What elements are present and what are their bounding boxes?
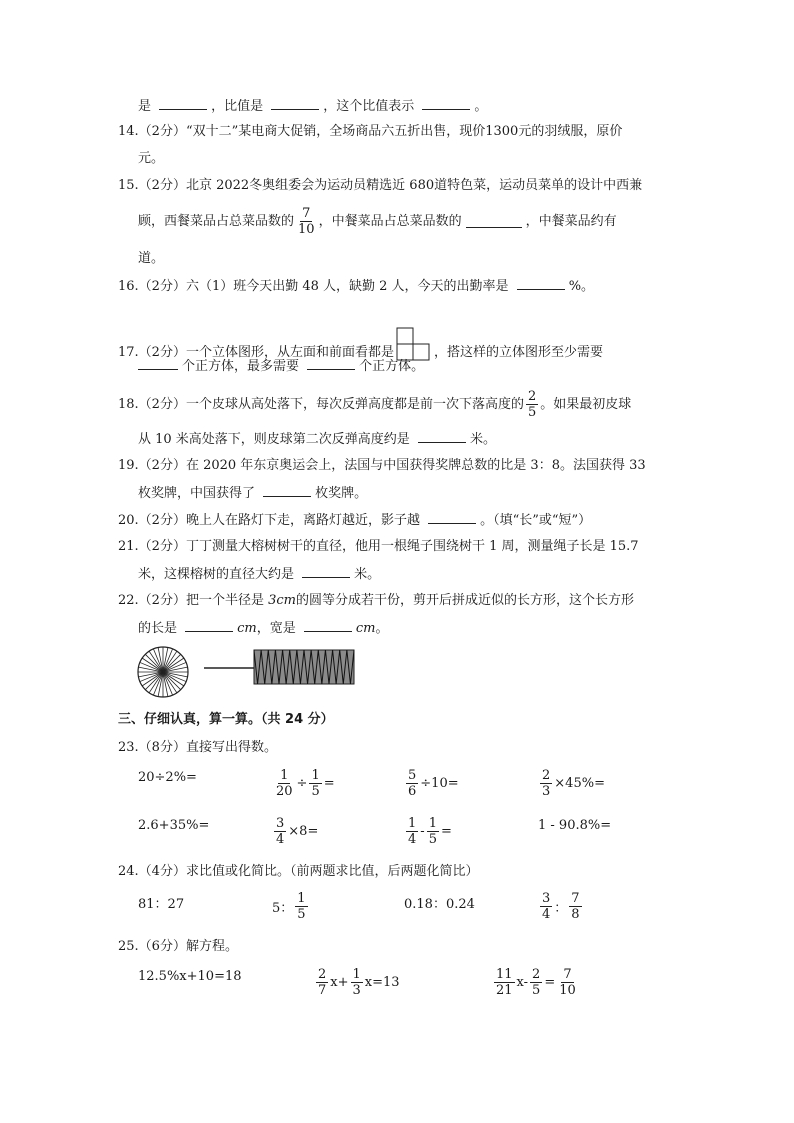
q20-text-a: 20.（2分）晚上人在路灯下走，离路灯越近，影子越 bbox=[118, 513, 425, 528]
fraction-denominator: 10 bbox=[559, 983, 576, 998]
calc-item bbox=[272, 816, 318, 847]
equals: = bbox=[544, 975, 556, 990]
q19-line1: 19.（2分）在 2020 年东京奥运会上，法国与中国获得奖牌总数的比是 3：8。法国获得 33 bbox=[118, 458, 646, 473]
ratio-item: 81：27 bbox=[138, 897, 185, 912]
answer-blank[interactable] bbox=[418, 430, 466, 443]
fraction-numerator: 2 bbox=[532, 967, 541, 982]
fraction bbox=[274, 816, 286, 847]
fraction-denominator: 10 bbox=[298, 222, 315, 237]
calc-item bbox=[272, 768, 335, 799]
fraction bbox=[427, 816, 439, 847]
q22-text-b: 的圆等分成若干份，剪开后拼成近似的长方形，这个长方形 bbox=[295, 593, 634, 608]
operator: ÷ bbox=[296, 776, 308, 791]
q22-text-d: ，宽是 bbox=[256, 621, 300, 636]
fraction bbox=[295, 891, 307, 922]
section-heading: 三、仔细认真，算一算。（共 24 分） bbox=[118, 712, 334, 727]
q23-title: 23.（8分）直接写出得数。 bbox=[118, 740, 277, 755]
fraction bbox=[296, 206, 317, 237]
ratio-item bbox=[272, 891, 310, 922]
equals: = bbox=[440, 824, 452, 839]
fraction-numerator: 2 bbox=[542, 768, 551, 783]
fraction-numerator: 11 bbox=[496, 967, 513, 982]
q17-text-a: 17.（2分）一个立体图形，从左面和前面看都是 bbox=[118, 345, 394, 360]
ratio-separator: ： bbox=[554, 901, 568, 916]
calc-item: 2.6+35%= bbox=[138, 818, 210, 833]
fraction-numerator: 5 bbox=[408, 768, 417, 783]
fraction-denominator: 20 bbox=[276, 784, 293, 799]
calc-item bbox=[404, 768, 459, 799]
q17-text-b: ，搭这样的立体图形至少需要 bbox=[433, 345, 603, 360]
q19-text-b: 枚奖牌。 bbox=[315, 486, 368, 501]
q22-line2 bbox=[138, 619, 389, 638]
q18-text-a: 18.（2分）一个皮球从高处落下，每次反弹高度都是前一次下落高度的 bbox=[118, 396, 524, 412]
q22-text-e: 。 bbox=[375, 621, 389, 636]
answer-blank[interactable] bbox=[428, 511, 476, 524]
fraction-denominator: 5 bbox=[428, 832, 437, 847]
fraction-denominator: 5 bbox=[527, 405, 537, 420]
fraction bbox=[526, 389, 538, 420]
calc-rest: ÷10= bbox=[420, 776, 459, 791]
q18-line2 bbox=[138, 430, 496, 449]
fraction bbox=[530, 967, 542, 998]
fraction-denominator: 21 bbox=[496, 983, 513, 998]
q15-line1: 15.（2分）北京 2022冬奥组委会为运动员精选近 680道特色菜，运动员菜单的设计中西兼 bbox=[118, 178, 643, 193]
answer-blank[interactable] bbox=[422, 97, 470, 110]
q19-text-a: 枚奖牌，中国获得了 bbox=[138, 486, 260, 501]
answer-blank[interactable] bbox=[307, 357, 355, 370]
fraction-denominator: 5 bbox=[311, 784, 320, 799]
fraction-numerator: 1 bbox=[280, 768, 289, 783]
equation-item bbox=[314, 967, 400, 998]
calc-item bbox=[538, 768, 605, 799]
fraction bbox=[540, 768, 552, 799]
q21-line2 bbox=[138, 565, 380, 584]
fraction-numerator: 3 bbox=[276, 816, 285, 831]
circle-to-rectangle-figure bbox=[136, 644, 360, 700]
q13-text-c: ，这个比值表示 bbox=[323, 99, 419, 114]
equals: = bbox=[323, 776, 335, 791]
q18-text-c: 从 10 米高处落下，则皮球第二次反弹高度约是 bbox=[138, 432, 414, 447]
fraction-numerator: 1 bbox=[311, 768, 320, 783]
fraction bbox=[557, 967, 578, 998]
calc-rest: ×45%= bbox=[554, 776, 605, 791]
q15-line3: 道。 bbox=[138, 251, 165, 266]
q18-line1 bbox=[118, 389, 631, 420]
answer-blank[interactable] bbox=[271, 97, 319, 110]
fraction-numerator: 2 bbox=[318, 967, 327, 982]
q19-line2 bbox=[138, 484, 367, 503]
calc-item: 20÷2%= bbox=[138, 770, 197, 785]
fraction bbox=[494, 967, 515, 998]
fraction bbox=[316, 967, 328, 998]
calc-item bbox=[404, 816, 452, 847]
q25-title: 25.（6分）解方程。 bbox=[118, 939, 238, 954]
answer-blank[interactable] bbox=[263, 484, 311, 497]
equation-item: 12.5%x+10=18 bbox=[138, 969, 242, 984]
answer-blank[interactable] bbox=[302, 565, 350, 578]
answer-blank[interactable] bbox=[138, 357, 178, 370]
calc-rest: ×8= bbox=[288, 824, 319, 839]
equation-term: x- bbox=[516, 975, 529, 990]
divided-circle bbox=[138, 647, 188, 697]
fraction bbox=[274, 768, 295, 799]
fraction-denominator: 5 bbox=[532, 983, 541, 998]
fraction-denominator: 5 bbox=[297, 907, 306, 922]
fraction-denominator: 8 bbox=[571, 907, 580, 922]
q15-text-b: ，中餐菜品占总菜品数的 bbox=[318, 213, 462, 229]
q15-line2 bbox=[138, 206, 617, 237]
fraction-denominator: 7 bbox=[318, 983, 327, 998]
q20-line bbox=[118, 511, 591, 530]
q22-line1 bbox=[118, 592, 634, 610]
fraction bbox=[406, 816, 418, 847]
ratio-item: 0.18：0.24 bbox=[404, 897, 475, 912]
fraction bbox=[309, 768, 321, 799]
answer-blank[interactable] bbox=[466, 215, 522, 228]
q21-line1: 21.（2分）丁丁测量大榕树树干的直径，他用一根绳子围绕树干 1 周，测量绳子长是 15.7 bbox=[118, 539, 639, 554]
unit-cm: cm bbox=[355, 621, 376, 636]
q17-text-c: 个正方体，最多需要 bbox=[182, 359, 304, 374]
calc-item: 1 - 90.8%= bbox=[538, 818, 612, 833]
fraction bbox=[569, 891, 581, 922]
fraction-numerator: 3 bbox=[542, 891, 551, 906]
q13-text-a: 是 bbox=[138, 99, 156, 114]
q17-text-d: 个正方体。 bbox=[359, 359, 425, 374]
q18-text-b: 。如果最初皮球 bbox=[540, 396, 632, 412]
answer-blank[interactable] bbox=[517, 277, 565, 290]
q22-text-a: 22.（2分）把一个半径是 bbox=[118, 593, 269, 608]
fraction-numerator: 1 bbox=[408, 816, 417, 831]
fraction-numerator: 1 bbox=[352, 967, 361, 982]
q13-text-b: ，比值是 bbox=[211, 99, 268, 114]
q16-line bbox=[118, 277, 594, 296]
ratio-prefix: 5： bbox=[272, 901, 294, 916]
q18-text-d: 米。 bbox=[469, 432, 496, 447]
q16-text-a: 16.（2分）六（1）班今天出勤 48 人，缺勤 2 人，今天的出勤率是 bbox=[118, 279, 513, 294]
q13-text-d: 。 bbox=[474, 99, 488, 114]
equation-item bbox=[492, 967, 580, 998]
q13-continuation bbox=[138, 97, 487, 116]
fraction-denominator: 6 bbox=[408, 784, 417, 799]
fraction-numerator: 7 bbox=[571, 891, 580, 906]
answer-blank[interactable] bbox=[159, 97, 207, 110]
fraction-denominator: 3 bbox=[352, 983, 361, 998]
q21-text-a: 米，这棵榕树的直径大约是 bbox=[138, 567, 299, 582]
q14-line2: 元。 bbox=[138, 151, 165, 166]
q14-line1: 14.（2分）“双十二”某电商大促销，全场商品六五折出售，现价1300元的羽绒服，原价 bbox=[118, 124, 623, 139]
fraction-numerator: 1 bbox=[297, 891, 306, 906]
fraction bbox=[406, 768, 418, 799]
fraction-numerator: 1 bbox=[428, 816, 437, 831]
q22-text-c: 的长是 bbox=[138, 621, 182, 636]
ratio-item bbox=[538, 891, 584, 922]
approx-rectangle bbox=[254, 650, 354, 684]
q20-text-b: 。（填“长”或“短”） bbox=[480, 513, 592, 528]
fraction-numerator: 7 bbox=[563, 967, 572, 982]
answer-blank[interactable] bbox=[185, 619, 233, 632]
answer-blank[interactable] bbox=[304, 619, 352, 632]
fraction-denominator: 4 bbox=[542, 907, 551, 922]
q15-text-c: ，中餐菜品约有 bbox=[525, 213, 617, 229]
fraction-numerator: 7 bbox=[302, 206, 311, 221]
fraction-denominator: 4 bbox=[276, 832, 285, 847]
fraction bbox=[351, 967, 363, 998]
fraction-denominator: 3 bbox=[542, 784, 551, 799]
q24-title: 24.（4分）求比值或化简比。（前两题求比值，后两题化简比） bbox=[118, 864, 479, 879]
q17-line2 bbox=[138, 357, 424, 376]
q22-radius: 3cm bbox=[268, 593, 296, 608]
operator: - bbox=[420, 824, 425, 839]
q16-text-b: %。 bbox=[568, 279, 595, 294]
fraction-numerator: 2 bbox=[527, 389, 537, 404]
fraction-denominator: 4 bbox=[408, 832, 417, 847]
q21-text-b: 米。 bbox=[354, 567, 381, 582]
equation-term: x+ bbox=[330, 975, 349, 990]
unit-cm: cm bbox=[237, 621, 257, 636]
equation-term: x=13 bbox=[364, 975, 400, 990]
q15-text-a: 顾，西餐菜品占总菜品数的 bbox=[138, 213, 295, 229]
fraction bbox=[540, 891, 552, 922]
